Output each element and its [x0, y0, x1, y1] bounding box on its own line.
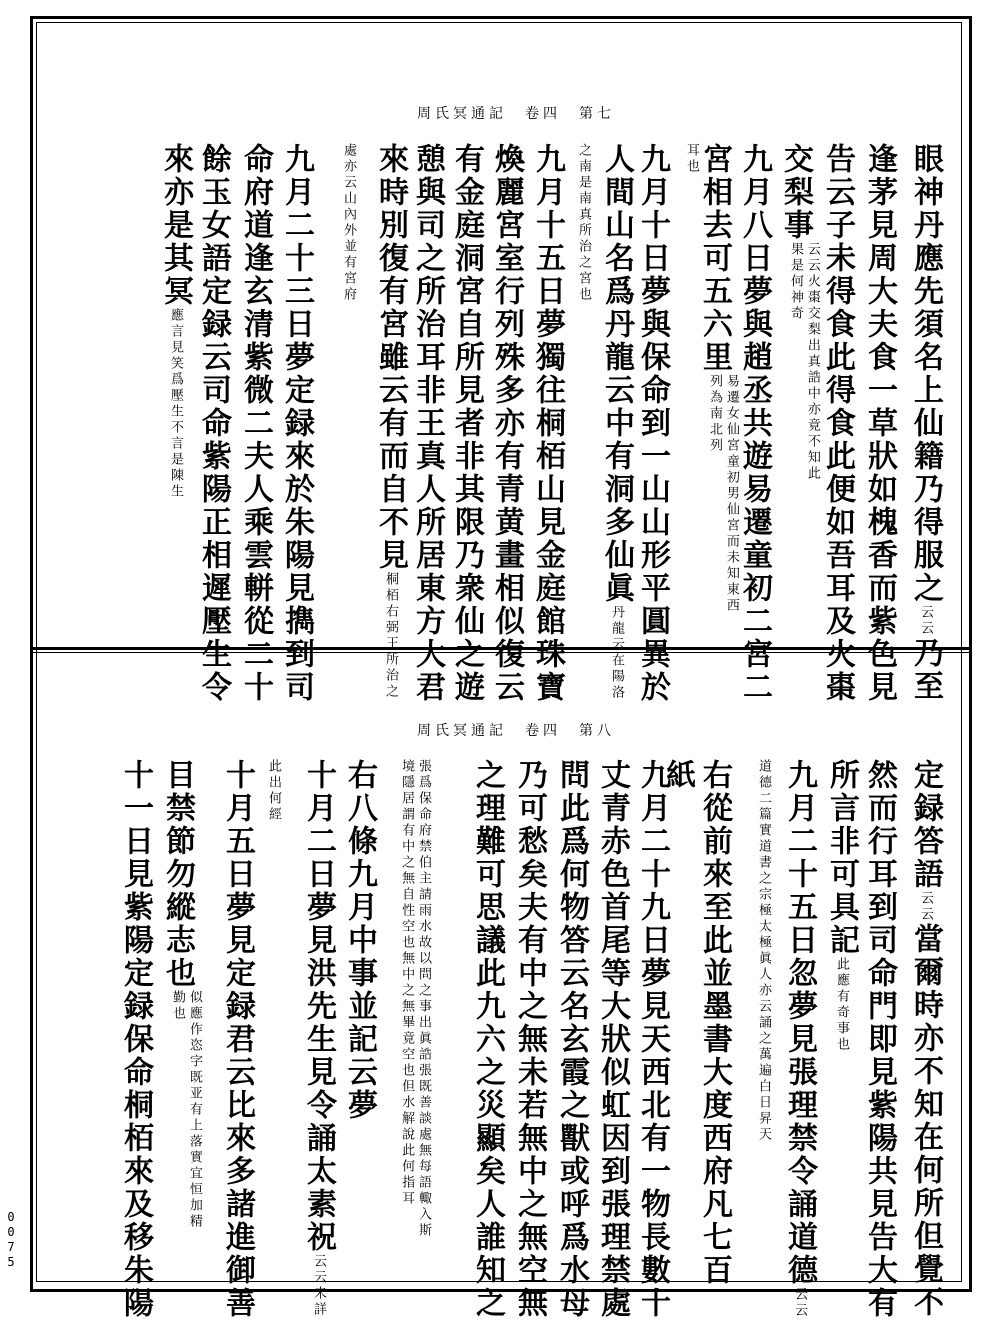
annotation-note: 之南是南真所治之宮也: [576, 143, 591, 303]
annotation-note: 云云未詳: [311, 1254, 326, 1318]
bottom-column: [630, 759, 674, 1320]
bottom-column: [215, 759, 259, 1320]
column-text: 煥麗宮室行列殊多亦有青黄畫相似復云: [489, 143, 524, 704]
bottom-column: [155, 759, 202, 1230]
bottom-page-header: 周氏冥通記 卷四 第八: [417, 723, 615, 739]
column-text: 乃可愁矣夫有中之無未若無中之無空無: [512, 759, 547, 1320]
bottom-column: [507, 759, 551, 1320]
column-text: 十一日見紫陽定録保命桐栢來及移朱陽: [118, 759, 153, 1320]
column-text: 然而行耳到司命門即見紫陽共見告大有: [862, 759, 897, 1320]
top-column: [815, 143, 859, 704]
top-column: [191, 143, 235, 704]
column-text: 逢茅見周大夫食一草狀如槐香而紫色見: [862, 143, 897, 704]
column-text: 所言非可具記: [824, 759, 859, 957]
annotation-note: 桐栢右弼王所治之: [383, 572, 398, 700]
column-text: 九月二十五日忽夢見張理禁令誦道德: [782, 759, 817, 1287]
bottom-column: [692, 759, 736, 1287]
top-column: [590, 143, 638, 701]
column-text: 九月二十三日夢定録來於朱陽見擕到司: [279, 143, 314, 704]
top-column: [444, 143, 488, 704]
bottom-column: [737, 759, 773, 1143]
column-text: 有金庭洞宮自所見者非其限乃衆仙之遊: [449, 143, 484, 704]
annotation-note: 云云: [918, 605, 933, 637]
column-text: 憩與司之所治耳非王真人所居東方大君: [410, 143, 445, 704]
annotation-note: 似應作恣字既亚有上落實宜恒加精勤也: [170, 990, 202, 1230]
column-text: 人間山名爲丹龍云中有洞多仙眞: [599, 143, 634, 605]
column-text: 問此爲何物答云名玄霞之獸或呼爲水母: [554, 759, 589, 1320]
top-column: [525, 143, 569, 704]
annotation-note: 云云: [792, 1287, 807, 1319]
annotation-note: 處亦云山內外並有宮府: [341, 143, 356, 303]
annotation-note: 此應有奇事也: [834, 957, 849, 1053]
annotation-note: 丹龍云在陽洛: [609, 605, 624, 701]
column-text: 眼神丹應先須名上仙籍乃得服之: [908, 143, 943, 605]
annotation-note: 此出何經: [266, 759, 281, 823]
annotation-note: 張爲保命府禁伯主請雨水故以問之事出眞誥張既善談處無每語輙入斯境隱居謂有中之無自性空也無中之無畢竟空也但水解說此何指耳: [399, 759, 431, 1239]
column-text-tail: 當爾時亦不知在何所但覺不: [908, 923, 943, 1319]
bottom-column: [899, 759, 947, 1319]
column-text: 告云子未得食此得食此便如吾耳及火棗: [820, 143, 855, 704]
column-text: 宮相去可五六里: [697, 143, 732, 374]
bottom-column: [337, 759, 381, 1122]
bottom-column: [292, 759, 340, 1318]
column-text-tail: 乃至: [908, 637, 943, 703]
column-text: 紙: [660, 759, 695, 792]
column-text: 丈青赤色首尾等大狀似虹因到張理禁處: [595, 759, 630, 1320]
column-text: 十月五日夢見定録君云比來多諸進御善: [220, 759, 255, 1320]
column-text: 命府道逢玄清紫微二夫人乘雲軿從二十: [238, 143, 273, 704]
top-column: [857, 143, 901, 704]
column-text: 定録答語: [908, 759, 943, 891]
annotation-note: 云云: [918, 891, 933, 923]
top-column: [484, 143, 528, 704]
bottom-column: [113, 759, 157, 1320]
top-column: [233, 143, 277, 704]
bottom-column: [397, 759, 431, 1239]
column-text: 目禁節勿縱志也: [160, 759, 195, 990]
column-text: 來時別復有宮雖云有而自不見: [373, 143, 408, 572]
annotation-note: 易遷女仙宮童初男仙宮而未知東西列為南北列: [707, 374, 739, 614]
column-text: 交梨事: [778, 143, 813, 242]
margin-page-code: 0075: [4, 1210, 18, 1270]
annotation-note: 云云火棗交梨出真誥中亦竟不知此果是何神奇: [788, 242, 820, 482]
top-column: [149, 143, 197, 500]
bottom-column: [815, 759, 863, 1053]
column-text: 十月二日夢見洪先生見令誦太素祝: [301, 759, 336, 1254]
annotation-note: 應言見笑爲壓生不言是陳生: [168, 308, 183, 500]
column-text: 九月八日夢與趙丞共遊易遷童初二宮二: [737, 143, 772, 704]
top-page-header: 周氏冥通記 卷四 第七: [417, 106, 615, 122]
top-column: [364, 143, 412, 700]
top-column: [773, 143, 820, 482]
bottom-panel: [37, 654, 959, 1320]
bottom-column: [857, 759, 901, 1320]
column-text: 餘玉女語定録云司命紫陽正相遲壓生令: [196, 143, 231, 704]
column-text: 九月二十九日夢見天西北有一物長數十: [635, 759, 670, 1320]
annotation-note: 耳也: [684, 143, 699, 175]
column-text: 來亦是其冥: [158, 143, 193, 308]
column-text: 九月十日夢與保命到一山山形平圓異於: [635, 143, 670, 704]
annotation-note: 道德二篇實道書之宗極太極眞人亦云誦之萬遍白日昇天: [756, 759, 771, 1143]
top-panel: [37, 23, 959, 704]
column-text: 右從前來至此並墨書大度西府凡七百: [697, 759, 732, 1287]
bottom-column: [549, 759, 593, 1320]
top-column: [692, 143, 739, 614]
bottom-column: [465, 759, 509, 1320]
bottom-column: [773, 759, 821, 1319]
top-column: [322, 143, 358, 303]
column-text: 九月十五日夢獨往桐栢山見金庭館珠寶: [530, 143, 565, 704]
column-text: 之理難可思議此九六之災顯矣人誰知之: [470, 759, 505, 1320]
column-text: 右八條九月中事並記云夢: [342, 759, 377, 1122]
bottom-column: [590, 759, 634, 1320]
top-column: [274, 143, 318, 704]
top-column: [899, 143, 947, 703]
